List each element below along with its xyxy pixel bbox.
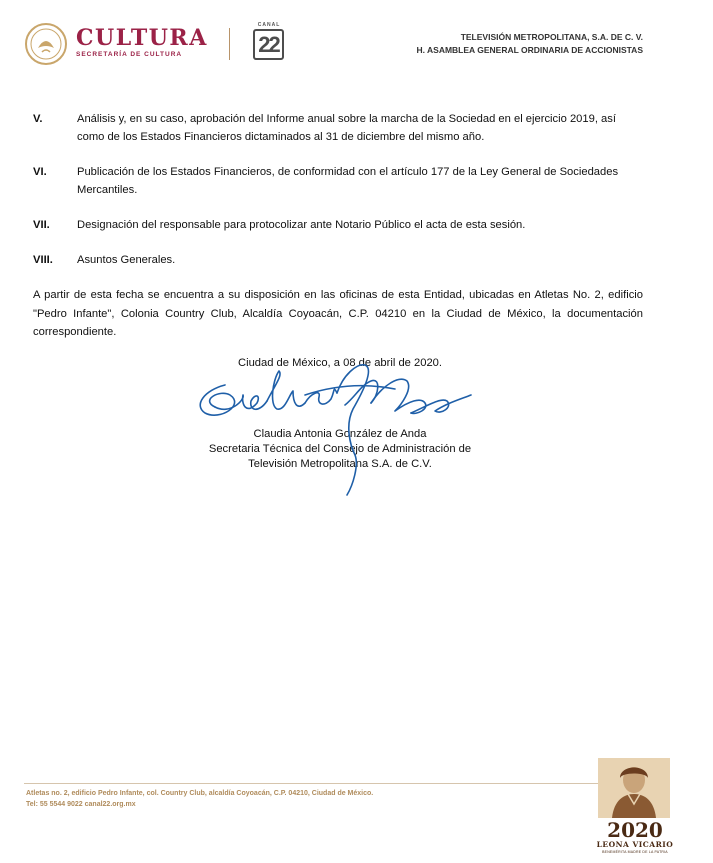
meeting-name: H. ASAMBLEA GENERAL ORDINARIA DE ACCIONISTAS [416,45,643,55]
availability-notice: A partir de esta fecha se encuentra a su disposición en las oficinas de esta Entidad, ubicadas en Atletas No. 2, edificio "Pedro Infante", Colonia Country Club, Alcaldía Coyoacán, C.P. 04210 en la Ciudad de México, la documentación correspondiente. [33,289,643,338]
agenda-item-text: Análisis y, en su caso, aprobación del Informe anual sobre la marcha de la Sociedad en el ejercicio 2019, así como de los Estados Financieros dictaminados al 31 de diciembre del mismo año. [77,113,616,143]
agenda-item [33,110,643,146]
cultura-logo-word: CULTURA [76,25,208,51]
agenda-item [33,216,643,234]
signer-entity: Televisión Metropolitana S.A. de C.V. [248,458,432,470]
cultura-logo-subtitle: SECRETARÍA DE CULTURA [76,51,183,58]
agenda-item-number: VI. [33,166,47,178]
footer-contact: Tel: 55 5544 9022 canal22.org.mx [26,801,136,808]
commemorative-year: 2020 [607,818,663,842]
agenda-item-number: VIII. [33,254,53,266]
signer-name: Claudia Antonia González de Anda [253,428,427,440]
agenda-item-text: Publicación de los Estados Financieros, de conformidad con el artículo 177 de la Ley General de Sociedades Mercantiles. [77,166,619,196]
signer-title: Secretaria Técnica del Consejo de Administración de [208,443,472,455]
agenda-item [33,163,643,199]
canal-number-box [253,29,284,60]
header-divider [229,28,230,60]
agenda-item [33,251,643,269]
agenda-item-text: Asuntos Generales. [77,254,176,266]
agenda-item-number: V. [33,113,43,125]
leona-vicario-portrait [598,758,670,818]
handwritten-signature [185,345,495,505]
honoree-subtitle: BENEMÉRITA MADRE DE LA PATRIA [602,850,668,854]
agenda-item-text: Designación del responsable para protocolizar ante Notario Público el acta de esta sesión. [77,219,526,231]
canal22-logo [247,22,291,62]
canal-label: CANAL [257,22,281,28]
agenda-list [33,110,643,286]
header-org-block [416,31,643,57]
page-header [0,0,713,80]
agenda-item-number: VII. [33,219,50,231]
org-name: TELEVISIÓN METROPOLITANA, S.A. DE C. V. [460,32,643,42]
footer-address: Atletas no. 2, edificio Pedro Infante, col. Country Club, alcaldía Coyoacán, C.P. 04210, Ciudad de México. [26,790,374,797]
national-seal-logo [24,22,68,66]
footer-divider [24,783,599,784]
canal-number: 22 [258,32,279,57]
date-line: Ciudad de México, a 08 de abril de 2020. [238,357,442,369]
honoree-name: LEONA VICARIO [596,840,674,849]
